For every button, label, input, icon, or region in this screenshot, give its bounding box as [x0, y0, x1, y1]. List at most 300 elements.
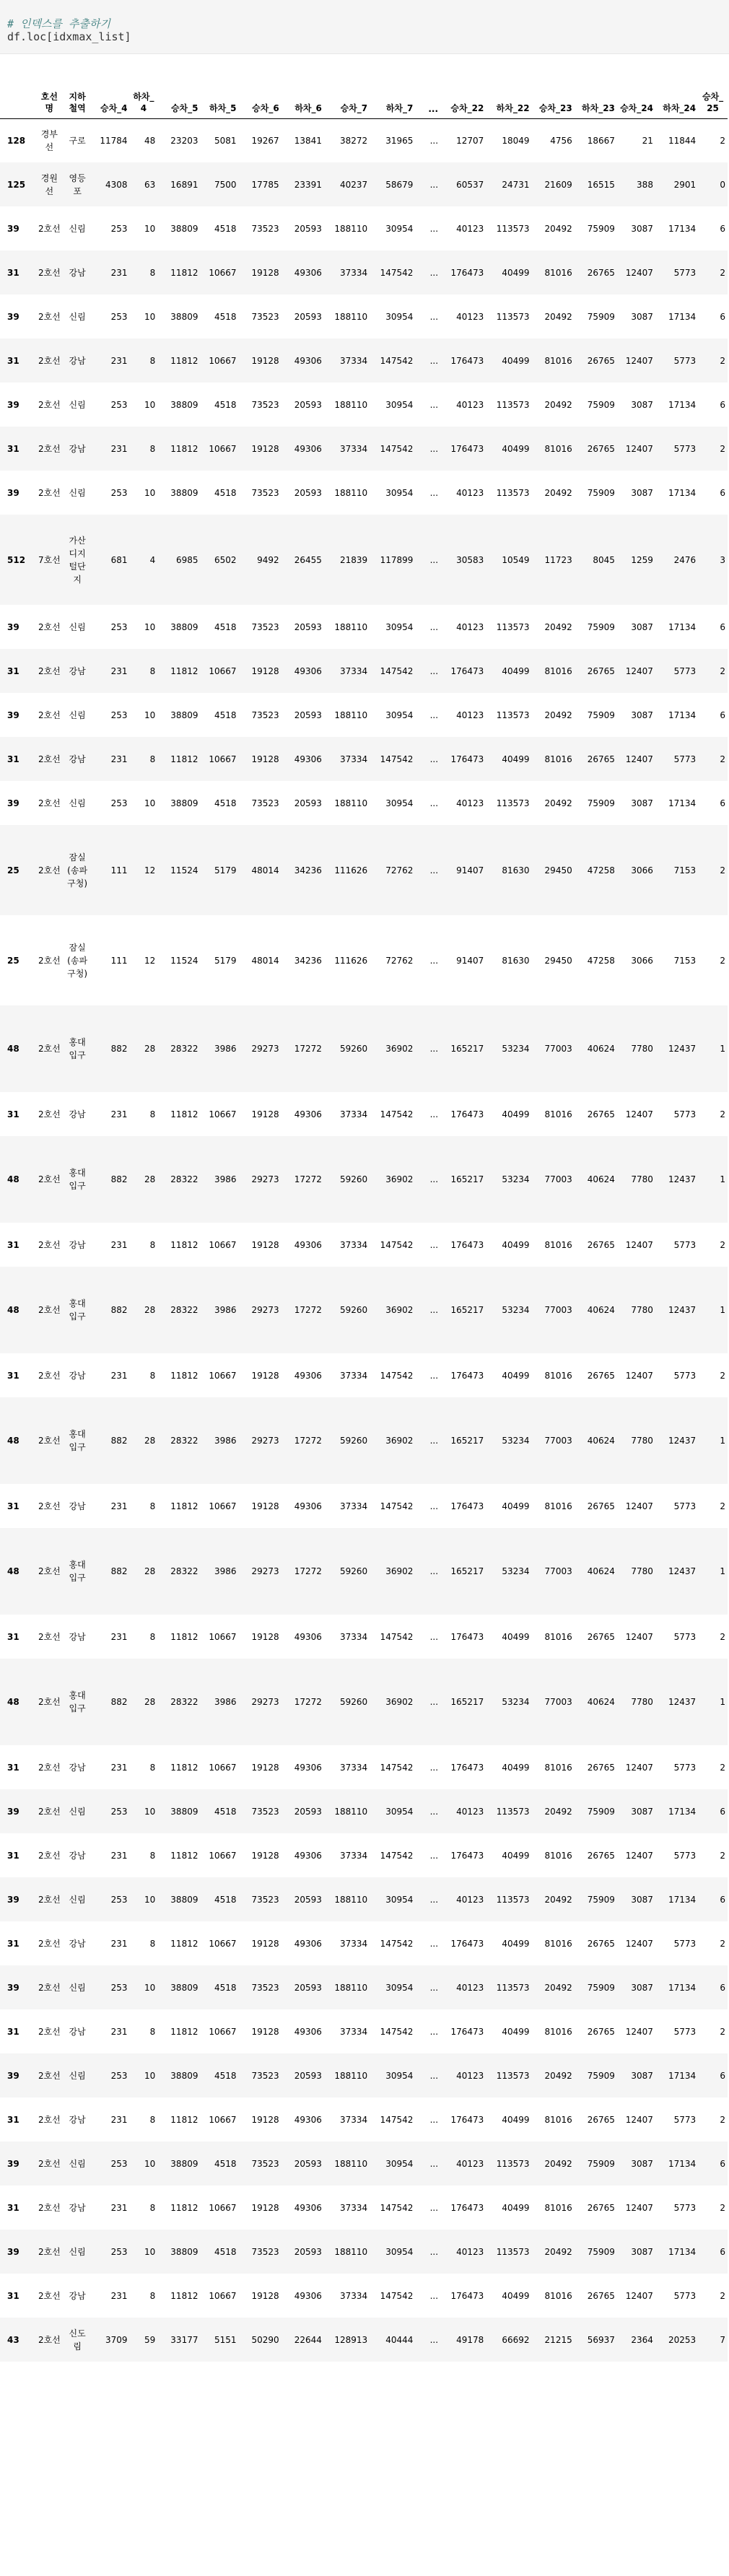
value-cell: 12: [144, 955, 156, 966]
ellipsis-cell: ...: [429, 311, 439, 322]
value-cell: 38809: [170, 798, 198, 808]
column-header: 호선명: [40, 91, 58, 113]
value-cell: 113573: [496, 1806, 530, 1817]
value-cell: 231: [110, 2202, 128, 2213]
ellipsis-cell: ...: [429, 1305, 439, 1315]
value-cell: 10: [144, 2070, 156, 2081]
value-cell: 28: [144, 1436, 156, 1446]
value-cell: 40624: [587, 1436, 615, 1446]
value-cell: 20492: [544, 1806, 572, 1817]
value-cell: 5773: [673, 1631, 697, 1642]
line-name-cell: 2호선: [38, 1239, 61, 1250]
value-cell: 48: [144, 135, 156, 146]
value-cell: 28322: [170, 1044, 198, 1054]
value-cell: 49306: [294, 1239, 322, 1250]
value-cell: 12437: [668, 1436, 697, 1446]
ellipsis-cell: ...: [429, 2070, 439, 2081]
value-cell: 37334: [339, 1762, 368, 1773]
value-cell: 8: [149, 1850, 156, 1861]
row-index: 31: [7, 1938, 19, 1949]
line-name-cell: 2호선: [38, 2290, 61, 2301]
value-cell: 10: [144, 1806, 156, 1817]
index-header: [0, 62, 35, 118]
value-cell: 3087: [631, 1894, 653, 1905]
line-name-cell: 2호선: [38, 1044, 61, 1054]
value-cell: 29273: [251, 1436, 279, 1446]
value-cell: 882: [110, 1566, 128, 1576]
value-cell: 10667: [209, 1762, 237, 1773]
value-cell: 253: [110, 1982, 128, 1993]
value-cell: 19128: [251, 1938, 279, 1949]
value-cell: 188110: [334, 223, 368, 234]
column-header: 하차_6: [294, 102, 322, 113]
ellipsis-cell: ...: [429, 754, 439, 764]
value-cell: 12407: [625, 2202, 653, 2213]
value-cell: 8: [149, 1239, 156, 1250]
value-cell: 40123: [456, 2158, 484, 2169]
row-index: 48: [7, 1436, 19, 1446]
value-cell: 1259: [631, 554, 653, 565]
line-name-cell: 2호선: [38, 754, 61, 764]
value-cell: 47258: [587, 865, 615, 876]
value-cell: 17272: [294, 1305, 322, 1315]
station-name-cell: 신림: [69, 487, 86, 498]
value-cell: 17134: [668, 1982, 697, 1993]
line-name-cell: 2호선: [38, 1982, 61, 1993]
value-cell: 17134: [668, 1806, 697, 1817]
value-cell: 9492: [257, 554, 279, 565]
value-cell: 81016: [544, 355, 572, 366]
line-name-cell: 7호선: [38, 554, 61, 565]
value-cell: 231: [110, 267, 128, 278]
value-cell: 2: [720, 1850, 725, 1861]
value-cell: 12707: [456, 135, 484, 146]
value-cell: 12407: [625, 1239, 653, 1250]
value-cell: 231: [110, 2026, 128, 2037]
station-name-cell: 강남: [69, 1762, 86, 1773]
value-cell: 11812: [170, 2026, 198, 2037]
line-name-cell: 2호선: [38, 443, 61, 454]
value-cell: 29273: [251, 1305, 279, 1315]
value-cell: 147542: [380, 267, 414, 278]
value-cell: 10667: [209, 1631, 237, 1642]
value-cell: 19128: [251, 2114, 279, 2125]
row-index: 39: [7, 710, 19, 720]
value-cell: 6502: [214, 554, 237, 565]
ellipsis-cell: ...: [429, 179, 439, 190]
table-row: [0, 649, 728, 693]
value-cell: 11812: [170, 1762, 198, 1773]
value-cell: 75909: [587, 223, 615, 234]
value-cell: 6: [720, 1806, 725, 1817]
value-cell: 75909: [587, 1982, 615, 1993]
value-cell: 26765: [587, 1762, 615, 1773]
value-cell: 8: [149, 2202, 156, 2213]
value-cell: 10667: [209, 2290, 237, 2301]
row-index: 128: [7, 135, 26, 146]
code-comment: # 인덱스를 추출하기: [7, 17, 111, 30]
value-cell: 2: [720, 1938, 725, 1949]
value-cell: 75909: [587, 311, 615, 322]
value-cell: 2364: [631, 2334, 653, 2345]
value-cell: 4518: [214, 2246, 237, 2257]
value-cell: 38809: [170, 399, 198, 410]
value-cell: 111626: [334, 955, 368, 966]
value-cell: 40123: [456, 1894, 484, 1905]
value-cell: 4308: [105, 179, 128, 190]
value-cell: 38809: [170, 223, 198, 234]
value-cell: 72762: [385, 865, 414, 876]
value-cell: 147542: [380, 443, 414, 454]
row-index: 39: [7, 1894, 19, 1905]
station-name-cell: 영등포: [69, 173, 86, 196]
column-header: 승차_5: [170, 102, 198, 113]
ellipsis-cell: ...: [429, 1044, 439, 1054]
value-cell: 72762: [385, 955, 414, 966]
row-index: 31: [7, 355, 19, 366]
station-name-cell: 강남: [69, 2026, 86, 2037]
value-cell: 40499: [502, 2202, 530, 2213]
value-cell: 53234: [502, 1305, 530, 1315]
value-cell: 10667: [209, 1850, 237, 1861]
value-cell: 10: [144, 1982, 156, 1993]
column-header: 하차_7: [385, 102, 414, 113]
value-cell: 5773: [673, 2114, 697, 2125]
station-name-cell: 신림: [69, 2070, 86, 2081]
value-cell: 6: [720, 1894, 725, 1905]
value-cell: 188110: [334, 1806, 368, 1817]
station-name-cell: 신림: [69, 1894, 86, 1905]
value-cell: 36902: [385, 1697, 414, 1707]
value-cell: 19128: [251, 355, 279, 366]
value-cell: 30954: [385, 798, 414, 808]
value-cell: 113573: [496, 2070, 530, 2081]
value-cell: 11812: [170, 1631, 198, 1642]
value-cell: 49306: [294, 1109, 322, 1119]
station-name-cell: 가산디지털단지: [69, 535, 86, 585]
value-cell: 58679: [385, 179, 414, 190]
value-cell: 26765: [587, 2114, 615, 2125]
value-cell: 17785: [251, 179, 279, 190]
station-name-cell: 강남: [69, 665, 86, 676]
value-cell: 26765: [587, 754, 615, 764]
value-cell: 6: [720, 621, 725, 632]
line-name-cell: 2호선: [38, 1762, 61, 1773]
line-name-cell: 2호선: [38, 487, 61, 498]
line-name-cell: 2호선: [38, 1806, 61, 1817]
value-cell: 75909: [587, 710, 615, 720]
value-cell: 5773: [673, 443, 697, 454]
value-cell: 113573: [496, 223, 530, 234]
value-cell: 10667: [209, 754, 237, 764]
ellipsis-cell: ...: [429, 1762, 439, 1773]
value-cell: 30954: [385, 1894, 414, 1905]
station-name-cell: 홍대입구: [69, 1037, 86, 1060]
line-name-cell: 2호선: [38, 311, 61, 322]
value-cell: 49306: [294, 1762, 322, 1773]
value-cell: 176473: [450, 2114, 484, 2125]
column-header: 승차_7: [340, 102, 368, 113]
value-cell: 81016: [544, 1938, 572, 1949]
value-cell: 26455: [294, 554, 322, 565]
value-cell: 3986: [214, 1697, 237, 1707]
ellipsis-cell: ...: [429, 443, 439, 454]
value-cell: 26765: [587, 1631, 615, 1642]
value-cell: 37334: [339, 1109, 368, 1119]
value-cell: 6: [720, 2158, 725, 2169]
value-cell: 165217: [450, 1697, 484, 1707]
value-cell: 59: [144, 2334, 156, 2345]
value-cell: 4518: [214, 1894, 237, 1905]
line-name-cell: 2호선: [38, 2070, 61, 2081]
value-cell: 49306: [294, 267, 322, 278]
row-index: 48: [7, 1174, 19, 1184]
value-cell: 10667: [209, 1370, 237, 1381]
value-cell: 253: [110, 798, 128, 808]
value-cell: 4518: [214, 621, 237, 632]
value-cell: 176473: [450, 1501, 484, 1511]
value-cell: 7780: [631, 1044, 653, 1054]
value-cell: 11812: [170, 754, 198, 764]
value-cell: 12407: [625, 267, 653, 278]
value-cell: 188110: [334, 621, 368, 632]
value-cell: 176473: [450, 754, 484, 764]
value-cell: 77003: [544, 1697, 572, 1707]
table-row: [0, 250, 728, 294]
value-cell: 11524: [170, 865, 198, 876]
row-index: 31: [7, 1762, 19, 1773]
value-cell: 11812: [170, 1370, 198, 1381]
value-cell: 12437: [668, 1305, 697, 1315]
value-cell: 1: [720, 1305, 725, 1315]
value-cell: 6: [720, 1982, 725, 1993]
value-cell: 3087: [631, 2158, 653, 2169]
value-cell: 40123: [456, 399, 484, 410]
value-cell: 30954: [385, 1982, 414, 1993]
value-cell: 188110: [334, 487, 368, 498]
value-cell: 231: [110, 2290, 128, 2301]
line-name-cell: 2호선: [38, 2026, 61, 2037]
value-cell: 53234: [502, 1436, 530, 1446]
table-row: [0, 605, 728, 649]
value-cell: 40123: [456, 621, 484, 632]
value-cell: 176473: [450, 2290, 484, 2301]
value-cell: 28: [144, 1305, 156, 1315]
table-row: [0, 737, 728, 781]
value-cell: 8: [149, 754, 156, 764]
value-cell: 75909: [587, 1894, 615, 1905]
value-cell: 0: [720, 179, 725, 190]
value-cell: 10667: [209, 267, 237, 278]
value-cell: 73523: [251, 1982, 279, 1993]
value-cell: 3087: [631, 1806, 653, 1817]
value-cell: 17134: [668, 2070, 697, 2081]
notebook-input-cell[interactable]: [0, 0, 729, 54]
table-header: [0, 62, 728, 118]
value-cell: 49306: [294, 2290, 322, 2301]
value-cell: 81016: [544, 665, 572, 676]
ellipsis-cell: ...: [429, 1697, 439, 1707]
value-cell: 21215: [544, 2334, 572, 2345]
value-cell: 81016: [544, 1109, 572, 1119]
table-row: [0, 515, 728, 605]
value-cell: 30954: [385, 710, 414, 720]
value-cell: 10667: [209, 443, 237, 454]
value-cell: 8: [149, 1501, 156, 1511]
column-header: 지하철역: [69, 91, 86, 113]
ellipsis-cell: ...: [429, 1174, 439, 1184]
value-cell: 8: [149, 267, 156, 278]
ellipsis-cell: ...: [429, 2114, 439, 2125]
value-cell: 48014: [251, 955, 279, 966]
value-cell: 28322: [170, 1305, 198, 1315]
table-row: [0, 1789, 728, 1833]
value-cell: 6: [720, 311, 725, 322]
value-cell: 10: [144, 399, 156, 410]
value-cell: 253: [110, 1894, 128, 1905]
station-name-cell: 강남: [69, 2290, 86, 2301]
value-cell: 28: [144, 1174, 156, 1184]
ellipsis-cell: ...: [429, 2334, 439, 2345]
value-cell: 6: [720, 2246, 725, 2257]
value-cell: 4518: [214, 2070, 237, 2081]
station-name-cell: 강남: [69, 1850, 86, 1861]
value-cell: 10667: [209, 1239, 237, 1250]
station-name-cell: 강남: [69, 1370, 86, 1381]
value-cell: 231: [110, 1501, 128, 1511]
value-cell: 147542: [380, 1501, 414, 1511]
value-cell: 253: [110, 311, 128, 322]
value-cell: 17134: [668, 1894, 697, 1905]
table-row: [0, 1092, 728, 1136]
table-row: [0, 2318, 728, 2362]
row-index: 31: [7, 1501, 19, 1511]
ellipsis-cell: ...: [429, 1894, 439, 1905]
value-cell: 4518: [214, 798, 237, 808]
ellipsis-cell: ...: [429, 1239, 439, 1250]
value-cell: 20492: [544, 2246, 572, 2257]
value-cell: 20593: [294, 311, 322, 322]
table-row: [0, 1005, 728, 1092]
value-cell: 10667: [209, 665, 237, 676]
value-cell: 2901: [673, 179, 697, 190]
station-name-cell: 신림: [69, 798, 86, 808]
value-cell: 38809: [170, 487, 198, 498]
value-cell: 23203: [170, 135, 198, 146]
value-cell: 19128: [251, 1239, 279, 1250]
value-cell: 8: [149, 355, 156, 366]
line-name-cell: 2호선: [38, 1501, 61, 1511]
value-cell: 12407: [625, 355, 653, 366]
value-cell: 20593: [294, 223, 322, 234]
value-cell: 113573: [496, 2246, 530, 2257]
row-index: 31: [7, 1850, 19, 1861]
value-cell: 19128: [251, 1762, 279, 1773]
value-cell: 40499: [502, 2026, 530, 2037]
line-name-cell: 2호선: [38, 1631, 61, 1642]
value-cell: 2: [720, 955, 725, 966]
value-cell: 47258: [587, 955, 615, 966]
station-name-cell: 강남: [69, 754, 86, 764]
value-cell: 8: [149, 1631, 156, 1642]
value-cell: 8: [149, 443, 156, 454]
value-cell: 10667: [209, 355, 237, 366]
value-cell: 19128: [251, 1109, 279, 1119]
value-cell: 17272: [294, 1697, 322, 1707]
value-cell: 29273: [251, 1174, 279, 1184]
value-cell: 5773: [673, 267, 697, 278]
value-cell: 81016: [544, 1850, 572, 1861]
value-cell: 77003: [544, 1566, 572, 1576]
value-cell: 253: [110, 2070, 128, 2081]
value-cell: 2: [720, 665, 725, 676]
value-cell: 20593: [294, 1894, 322, 1905]
table-row: [0, 1659, 728, 1745]
value-cell: 3986: [214, 1566, 237, 1576]
value-cell: 81016: [544, 1239, 572, 1250]
value-cell: 111: [110, 955, 128, 966]
station-name-cell: 강남: [69, 1239, 86, 1250]
value-cell: 11812: [170, 1239, 198, 1250]
value-cell: 2: [720, 1109, 725, 1119]
value-cell: 147542: [380, 754, 414, 764]
value-cell: 10: [144, 1894, 156, 1905]
line-name-cell: 2호선: [38, 223, 61, 234]
value-cell: 38272: [339, 135, 368, 146]
value-cell: 75909: [587, 798, 615, 808]
value-cell: 81016: [544, 443, 572, 454]
station-name-cell: 강남: [69, 1631, 86, 1642]
value-cell: 2: [720, 865, 725, 876]
value-cell: 176473: [450, 1370, 484, 1381]
value-cell: 176473: [450, 1762, 484, 1773]
value-cell: 40237: [339, 179, 368, 190]
value-cell: 2: [720, 2026, 725, 2037]
column-header: ...: [428, 103, 439, 114]
row-index: 43: [7, 2334, 19, 2345]
line-name-cell: 2호선: [38, 355, 61, 366]
station-name-cell: 신림: [69, 710, 86, 720]
value-cell: 73523: [251, 223, 279, 234]
column-header: 하차_24: [663, 102, 697, 113]
value-cell: 30954: [385, 2070, 414, 2081]
value-cell: 30954: [385, 1806, 414, 1817]
value-cell: 49306: [294, 443, 322, 454]
value-cell: 5773: [673, 665, 697, 676]
value-cell: 2: [720, 2290, 725, 2301]
value-cell: 17134: [668, 399, 697, 410]
line-name-cell: 2호선: [38, 2246, 61, 2257]
ellipsis-cell: ...: [429, 2202, 439, 2213]
value-cell: 113573: [496, 311, 530, 322]
value-cell: 30954: [385, 223, 414, 234]
value-cell: 10667: [209, 1501, 237, 1511]
value-cell: 17134: [668, 2158, 697, 2169]
value-cell: 40499: [502, 1370, 530, 1381]
table-row: [0, 1745, 728, 1789]
value-cell: 56937: [587, 2334, 615, 2345]
value-cell: 2: [720, 1631, 725, 1642]
station-name-cell: 구로: [69, 135, 86, 146]
line-name-cell: 2호선: [38, 2158, 61, 2169]
value-cell: 6: [720, 2070, 725, 2081]
value-cell: 5773: [673, 2290, 697, 2301]
value-cell: 113573: [496, 798, 530, 808]
value-cell: 12407: [625, 443, 653, 454]
value-cell: 147542: [380, 665, 414, 676]
value-cell: 1: [720, 1697, 725, 1707]
line-name-cell: 2호선: [38, 1850, 61, 1861]
